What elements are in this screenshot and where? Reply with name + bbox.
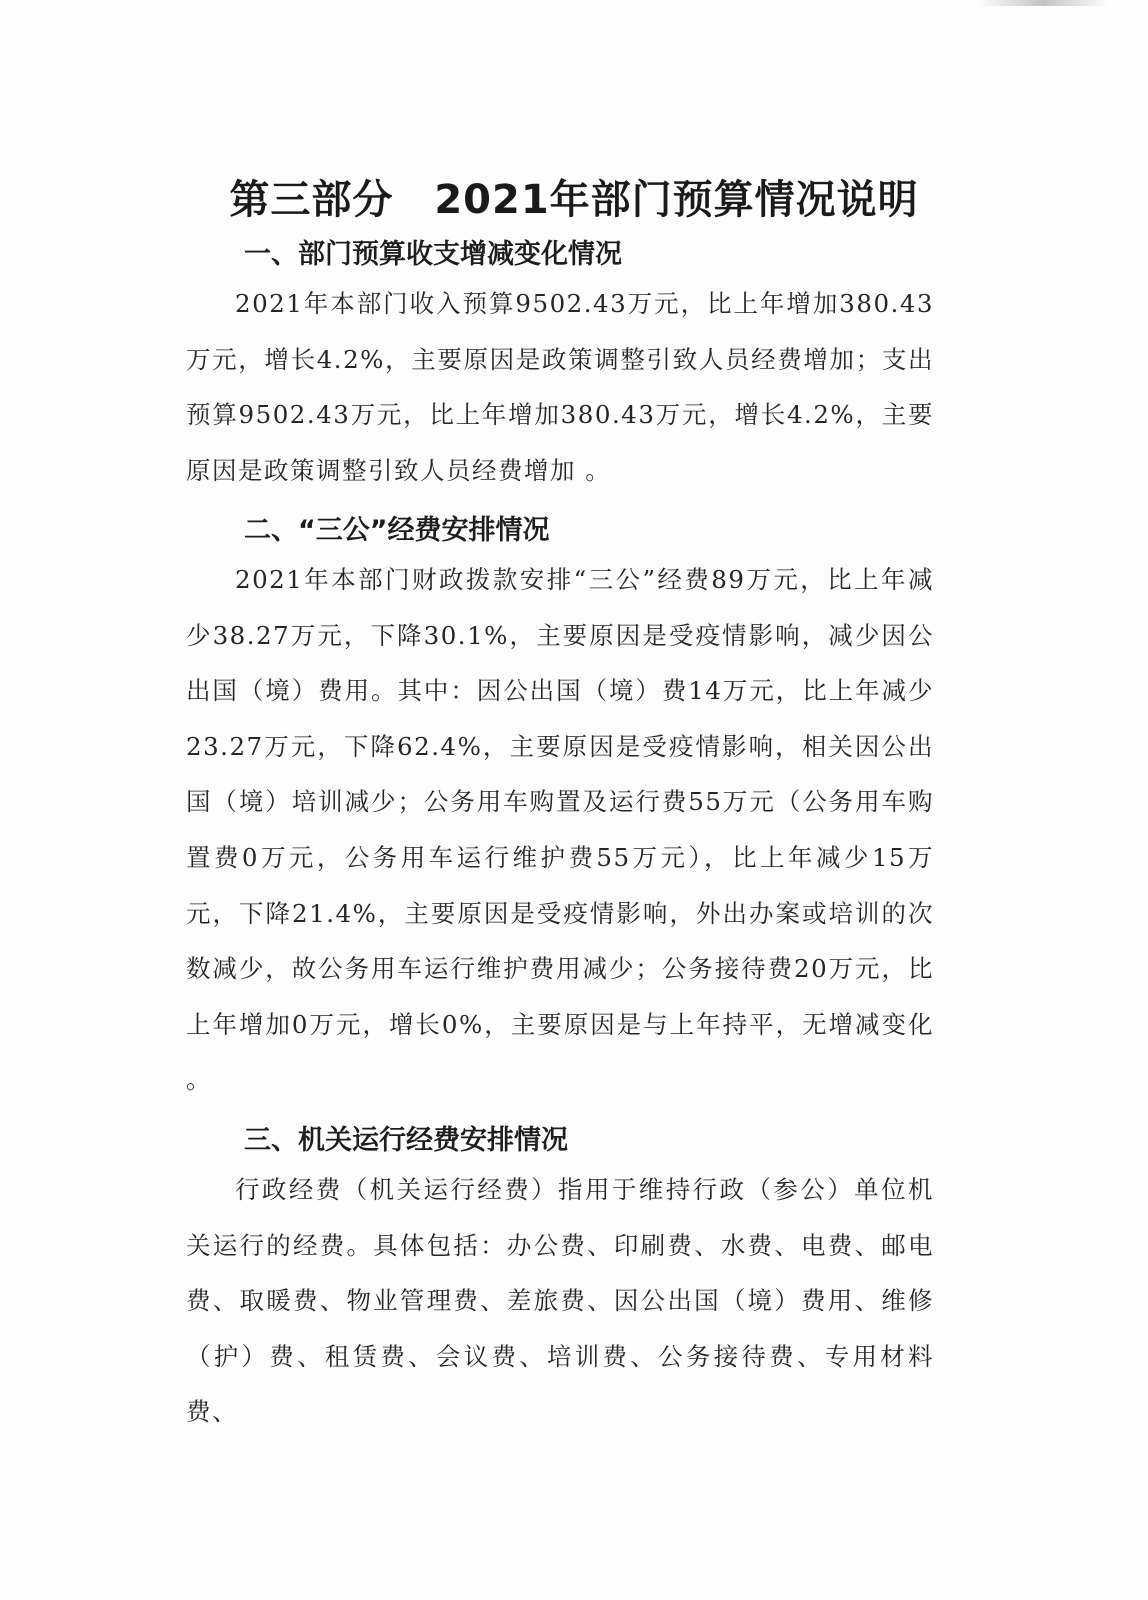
section-heading-budget-changes: 一、部门预算收支增减变化情况 — [244, 239, 622, 270]
page-title: 第三部分 2021年部门预算情况说明 — [229, 177, 919, 223]
scan-edge-mark — [978, 0, 1108, 6]
section-heading-three-public-funds: 二、“三公”经费安排情况 — [244, 515, 550, 546]
section-heading-operating-funds: 三、机关运行经费安排情况 — [244, 1125, 568, 1156]
paragraph-budget-changes: 2021年本部门收入预算9502.43万元，比上年增加380.43万元，增长4.2%，主要原因是政策调整引致人员经费增加；支出预算9502.43万元，比上年增加380.43万元，增长4.2%，主要原因是政策调整引致人员经费增加 。 — [186, 289, 934, 485]
paragraph-three-public-funds: 2021年本部门财政拨款安排“三公”经费89万元，比上年减少38.27万元，下降30.1%，主要原因是受疫情影响，减少因公出国（境）费用。其中：因公出国（境）费14万元，比上年减少23.27万元，下降62.4%，主要原因是受疫情影响，相关因公出国（境）培训减少；公务用车购置及运行费55万元（公务用车购置费0万元，公务用车运行维护费55万元），比上年减少15万元，下降21.4%，主要原因是受疫情影响，外出办案或培训的次数减少，故公务用车运行维护费用减少；公务接待费20万元，比上年增加0万元，增长0%，主要原因是与上年持平，无增减变化 。 — [186, 565, 934, 1095]
paragraph-operating-funds: 行政经费（机关运行经费）指用于维持行政（参公）单位机关运行的经费。具体包括：办公费、印刷费、水费、电费、邮电费、取暖费、物业管理费、差旅费、因公出国（境）费用、维修（护）费、租赁费、会议费、培训费、公务接待费、专用材料费、 — [186, 1175, 934, 1427]
